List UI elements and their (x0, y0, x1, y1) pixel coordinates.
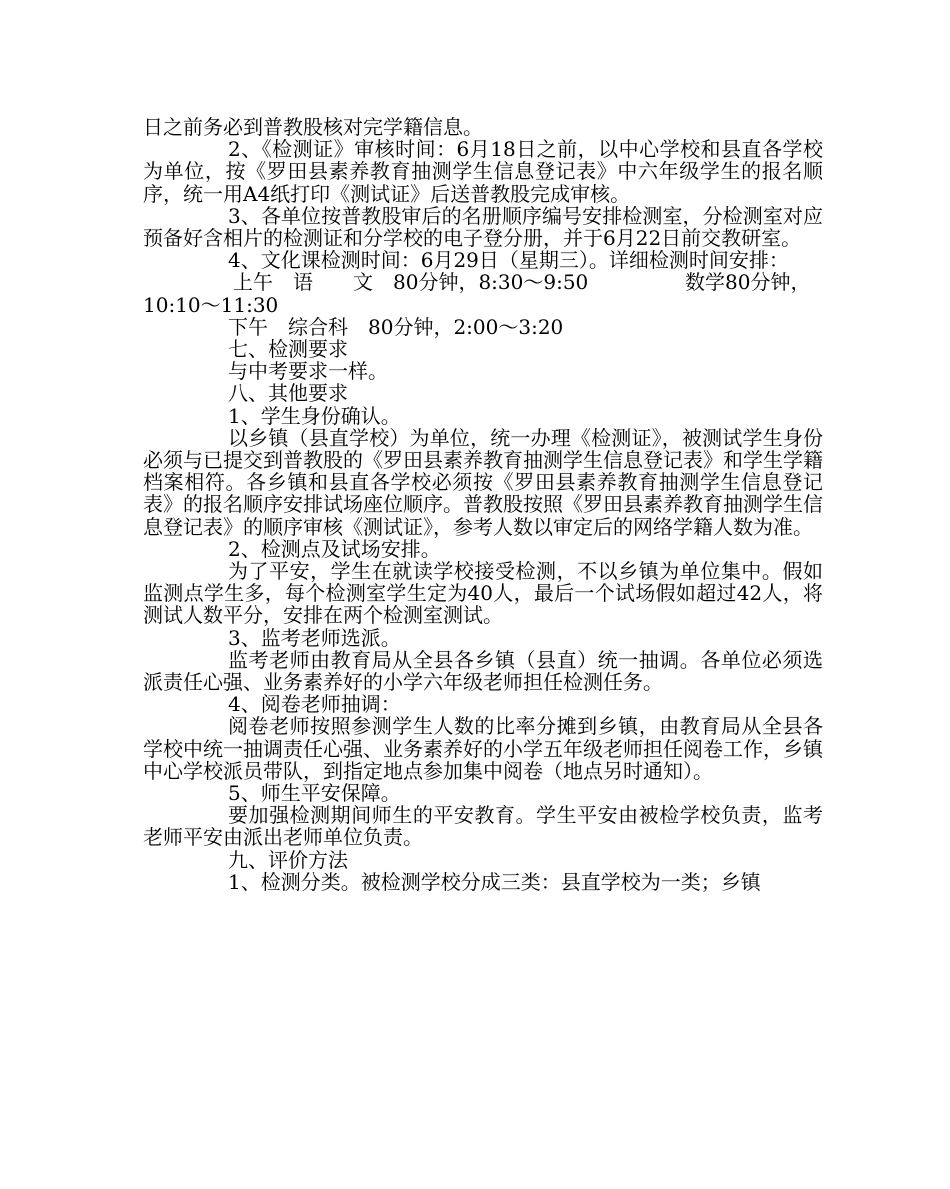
schedule-math-time (143, 294, 823, 316)
section-heading: 九、评价方法 (228, 847, 348, 872)
schedule-afternoon-text: 下午 综合科 80分钟，2:00～3:20 (228, 314, 564, 339)
document-body (143, 116, 823, 893)
schedule-math-time-text: 10:10～11:30 (143, 292, 279, 317)
subheading: 5、师生平安保障。 (228, 781, 401, 806)
section-heading: 八、其他要求 (228, 381, 348, 406)
subheading: 1、学生身份确认。 (228, 403, 401, 428)
section-heading: 七、检测要求 (228, 336, 348, 361)
schedule-morning-math: 数学80分钟， (685, 270, 811, 295)
paragraph: 4、文化课检测时间：6月29日（星期三）。详细检测时间安排： (228, 248, 789, 273)
schedule-morning-chinese: 上午 语 文 80分钟，8:30～9:50 (233, 270, 589, 295)
paragraph: 3、各单位按普教股审后的名册顺序编号安排检测室，分检测室对应预备好含相片的检测证和分学校的电子登分册，并于6月22日前交教研室。 (143, 203, 823, 251)
subheading: 3、监考老师选派。 (228, 625, 401, 650)
schedule-morning-line (143, 271, 823, 293)
subheading: 4、阅卷老师抽调： (228, 692, 401, 717)
paragraph: 要加强检测期间师生的平安教育。学生平安由被检学校负责，监考老师平安由派出老师单位负责。 (143, 803, 823, 850)
paragraph: 日之前务必到普教股核对完学籍信息。 (143, 115, 483, 139)
paragraph: 1、检测分类。被检测学校分成三类：县直学校为一类；乡镇 (228, 869, 761, 894)
paragraph: 以乡镇（县直学校）为单位，统一办理《检测证》，被测试学生身份必须与已提交到普教股的《罗田县素养教育抽测学生信息登记表》和学生学籍档案相符。各乡镇和县直各学校必须按《罗田县素养教育抽测学生信息登记表》的报名顺序安排试场座位顺序。普教股按照《罗田县素养教育抽测学生信息登记表》的顺序审核《测试证》，参考人数以审定后的网络学籍人数为准。 (143, 425, 823, 539)
paragraph: 为了平安，学生在就读学校接受检测，不以乡镇为单位集中。假如监测点学生多，每个检测室学生定为40人，最后一个试场假如超过42人，将测试人数平分，安排在两个检测室测试。 (143, 559, 823, 628)
paragraph: 监考老师由教育局从全县各乡镇（县直）统一抽调。各单位必须选派责任心强、业务素养好的小学六年级老师担任检测任务。 (143, 647, 823, 695)
paragraph: 2、《检测证》审核时间：6月18日之前，以中心学校和县直各学校为单位，按《罗田县素养教育抽测学生信息登记表》中六年级学生的报名顺序，统一用A4纸打印《测试证》后送普教股完成审核。 (143, 137, 823, 206)
schedule-afternoon-line (143, 316, 823, 338)
subheading: 2、检测点及试场安排。 (228, 536, 441, 561)
paragraph: 与中考要求一样。 (228, 359, 388, 384)
paragraph: 阅卷老师按照参测学生人数的比率分摊到乡镇，由教育局从全县各学校中统一抽调责任心强、业务素养好的小学五年级老师担任阅卷工作，乡镇中心学校派员带队，到指定地点参加集中阅卷（地点另时通知）。 (143, 714, 823, 783)
